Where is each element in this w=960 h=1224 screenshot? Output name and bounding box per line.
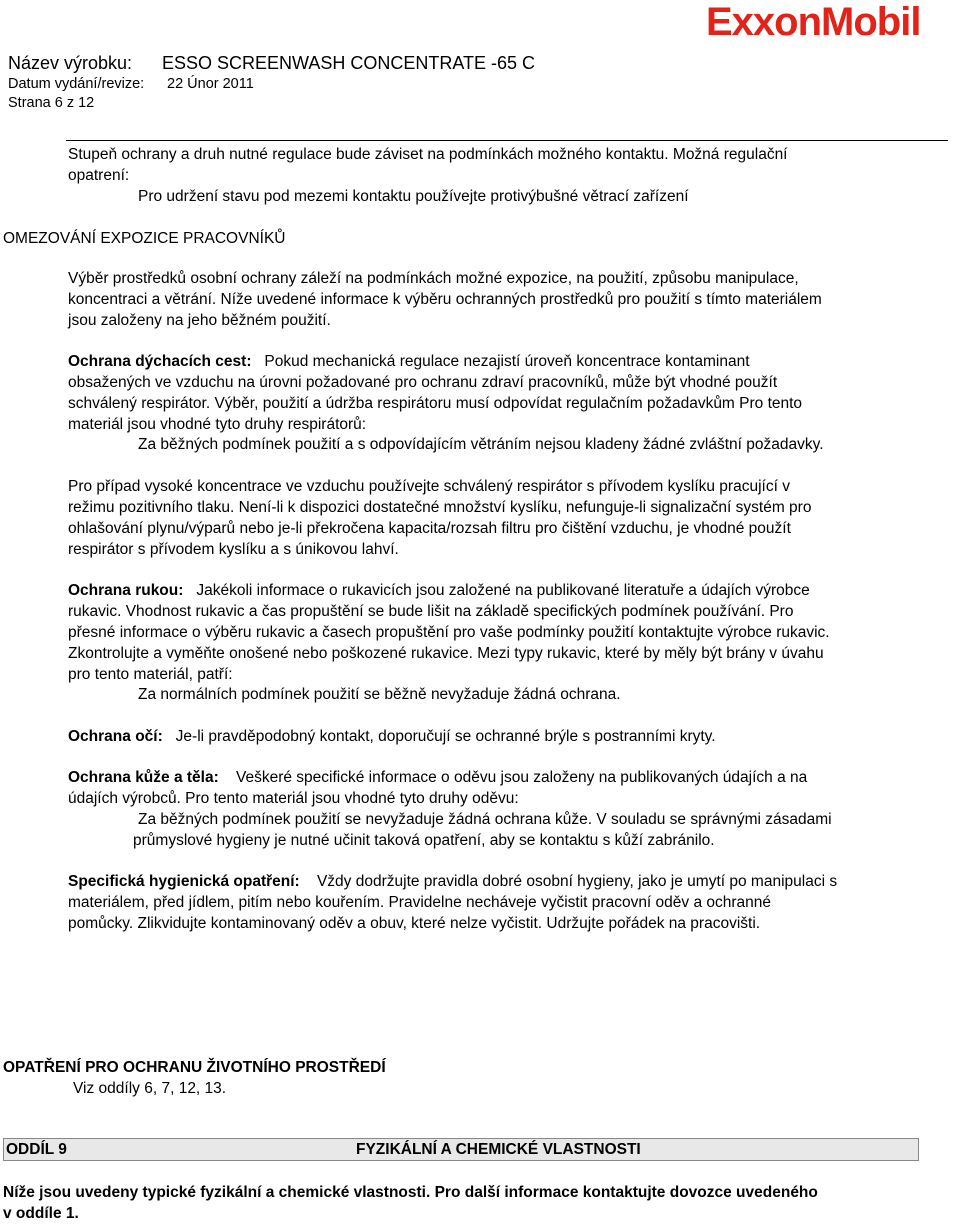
revision-date-value: 22 Únor 2011 — [167, 76, 254, 92]
paragraph-line: údajích výrobců. Pro tento materiál jsou vhodné tyto druhy oděvu: — [68, 790, 519, 807]
product-name-value: ESSO SCREENWASH CONCENTRATE -65 C — [162, 53, 536, 73]
paragraph-line: materiál jsou vhodné tyto druhy respirátorů: — [68, 416, 367, 433]
skin-text: Veškeré specifické informace o oděvu jsou založeny na publikovaných údajích a na — [236, 769, 808, 786]
paragraph-line: přesné informace o výběru rukavic a časech propuštění pro vaše podmínky použití kontaktujte výrobce rukavic. — [68, 624, 830, 641]
intro-indent: Pro udržení stavu pod mezemi kontaktu používejte protivýbušné větrací zařízení — [138, 188, 689, 205]
paragraph-line: Pro případ vysoké koncentrace ve vzduchu používejte schválený respirátor s přívodem kyslíku pracující v — [68, 478, 790, 495]
eye-text: Je-li pravděpodobný kontakt, doporučují se ochranné brýle s postranními kryty. — [175, 728, 716, 745]
paragraph-indent: Za běžných podmínek použití a s odpovídajícím větráním nejsou kladeny žádné zvláštní požadavky. — [138, 436, 824, 453]
skin-protection-line — [68, 767, 807, 788]
section-heading-exposure: OMEZOVÁNÍ EXPOZICE PRACOVNÍKŮ — [3, 230, 286, 247]
paragraph-line: rukavic. Vhodnost rukavic a čas propuštění se bude lišit na základě specifických podmínek používání. Pro — [68, 603, 794, 620]
revision-date-label: Datum vydání/revize: — [8, 76, 145, 92]
paragraph-line: schválený respirátor. Výběr, použití a údržba respirátoru musí odpovídat regulačním požadavkům Pro tento — [68, 395, 803, 412]
hygiene-label: Specifická hygienická opatření: — [68, 873, 300, 890]
page-number: Strana 6 z 12 — [8, 95, 95, 111]
paragraph-line: materiálem, před jídlem, pitím nebo kouřením. Pravidelne necháveje vyčistit pracovní oděv a ochranné — [68, 894, 772, 911]
hand-protection-line — [68, 580, 810, 601]
hygiene-line — [68, 871, 837, 892]
paragraph-line: Výběr prostředků osobní ochrany záleží na podmínkách možné expozice, na použití, způsobu manipulace, — [68, 270, 799, 287]
paragraph-line: režimu pozitivního tlaku. Není-li k dispozici dostatečné množství kyslíku, nefunguje-li signalizační systém pro — [68, 499, 812, 516]
respiratory-text: Pokud mechanická regulace nezajistí úroveň koncentrace kontaminant — [264, 353, 750, 370]
paragraph-indent: průmyslové hygieny je nutné učinit taková opatření, aby se kontaktu s kůží zabránilo. — [133, 832, 715, 849]
paragraph-line: pro tento materiál, patří: — [68, 666, 233, 683]
section-heading-environment: OPATŘENÍ PRO OCHRANU ŽIVOTNÍHO PROSTŘEDÍ — [3, 1059, 386, 1076]
exxonmobil-logo: ExxonMobil — [706, 0, 921, 44]
paragraph-line: Zkontrolujte a vyměňte onošené nebo poškozené rukavice. Mezi typy rukavic, které by měly být brány v úvahu — [68, 645, 824, 662]
product-name-label: Název výrobku: — [8, 53, 133, 73]
header-divider — [66, 140, 948, 141]
section-9-note: v oddíle 1. — [3, 1205, 79, 1222]
section-number: ODDÍL 9 — [6, 1141, 67, 1158]
paragraph-line: koncentraci a větrání. Níže uvedené informace k výběru ochranných prostředků pro použití s tímto materiálem — [68, 291, 822, 308]
intro-line: opatrení: — [68, 167, 130, 184]
environment-text: Viz oddíly 6, 7, 12, 13. — [73, 1080, 227, 1097]
paragraph-line: pomůcky. Zlikvidujte kontaminovaný oděv a obuv, které nelze vyčistit. Udržujte pořádek na pracovišti. — [68, 915, 761, 932]
paragraph-indent: Za normálních podmínek použití se běžně nevyžaduje žádná ochrana. — [138, 686, 621, 703]
hygiene-text: Vždy dodržujte pravidla dobré osobní hygieny, jako je umytí po manipulaci s — [316, 873, 838, 890]
hand-label: Ochrana rukou: — [68, 582, 184, 599]
respiratory-protection-line — [68, 351, 750, 372]
intro-line: Stupeň ochrany a druh nutné regulace bude záviset na podmínkách možného kontaktu. Možná regulační — [68, 146, 788, 163]
paragraph-line: respirátor s přívodem kyslíku a s únikovou lahví. — [68, 541, 399, 558]
hand-text: Jakékoli informace o rukavicích jsou založené na publikované literatuře a údajích výrobce — [196, 582, 810, 599]
paragraph-line: ohlašování plynu/výparů nebo je-li překročena kapacita/rozsah filtru pro čištění vzduchu, je vhodné použít — [68, 520, 791, 537]
skin-label: Ochrana kůže a těla: — [68, 769, 219, 786]
eye-protection-line — [68, 726, 716, 747]
paragraph-indent: Za běžných podmínek použití se nevyžaduje žádná ochrana kůže. V souladu se správnými zásadami — [138, 811, 832, 828]
section-title: FYZIKÁLNÍ A CHEMICKÉ VLASTNOSTI — [356, 1141, 641, 1158]
paragraph-line: jsou založeny na jeho běžném použití. — [68, 312, 331, 329]
section-9-note: Níže jsou uvedeny typické fyzikální a chemické vlastnosti. Pro další informace kontaktujte dovozce uvedeného — [3, 1184, 818, 1201]
section-9-header — [3, 1138, 919, 1161]
respiratory-label: Ochrana dýchacích cest: — [68, 353, 252, 370]
eye-label: Ochrana očí: — [68, 728, 163, 745]
paragraph-line: obsažených ve vzduchu na úrovni požadované pro ochranu zdraví pracovníků, může být vhodné použít — [68, 374, 778, 391]
